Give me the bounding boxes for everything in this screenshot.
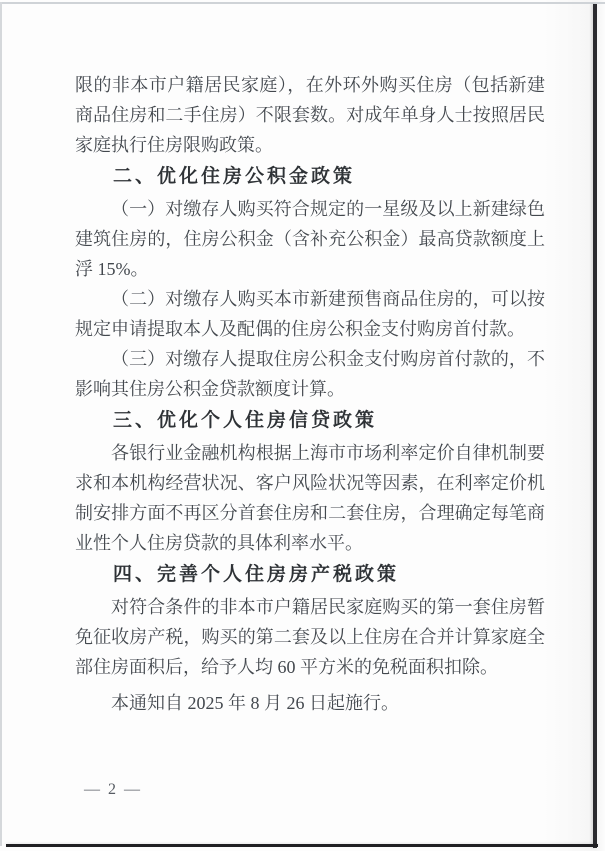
text-block <box>75 70 545 718</box>
body-paragraph: （二）对缴存人购买本市新建预售商品住房的，可以按规定申请提取本人及配偶的住房公积金支付购房首付款。 <box>75 289 545 339</box>
section-heading: 三、优化个人住房信贷政策 <box>113 410 378 431</box>
paper-right-edge <box>593 4 597 848</box>
body-paragraph: 对符合条件的非本市户籍居民家庭购买的第一套住房暂免征收房产税，购买的第二套及以上住房在合并计算家庭全部住房面积后，给予人均 60 平方米的免税面积扣除。 <box>75 597 545 677</box>
scan-top-edge <box>0 2 605 4</box>
body-paragraph: 本通知自 2025 年 8 月 26 日起施行。 <box>111 693 399 713</box>
page-number: — 2 — <box>84 781 142 798</box>
body-paragraph: 限的非本市户籍居民家庭），在外环外购买住房（包括新建商品住房和二手住房）不限套数。对成年单身人士按照居民家庭执行住房限购政策。 <box>75 75 545 155</box>
body-paragraph: （三）对缴存人提取住房公积金支付购房首付款的，不影响其住房公积金贷款额度计算。 <box>75 349 545 399</box>
body-paragraph: 各银行业金融机构根据上海市市场利率定价自律机制要求和本机构经营状况、客户风险状况等因素，在利率定价机制安排方面不再区分首套住房和二套住房，合理确定每笔商业性个人住房贷款的具体利率水平。 <box>75 443 545 553</box>
section-heading: 二、优化住房公积金政策 <box>113 166 356 187</box>
body-paragraph: （一）对缴存人购买符合规定的一星级及以上新建绿色建筑住房的，住房公积金（含补充公积金）最高贷款额度上浮 15%。 <box>75 199 545 279</box>
paper-bottom-edge <box>6 844 598 847</box>
section-heading: 四、完善个人住房房产税政策 <box>113 564 400 585</box>
scan-left-edge <box>0 2 2 846</box>
